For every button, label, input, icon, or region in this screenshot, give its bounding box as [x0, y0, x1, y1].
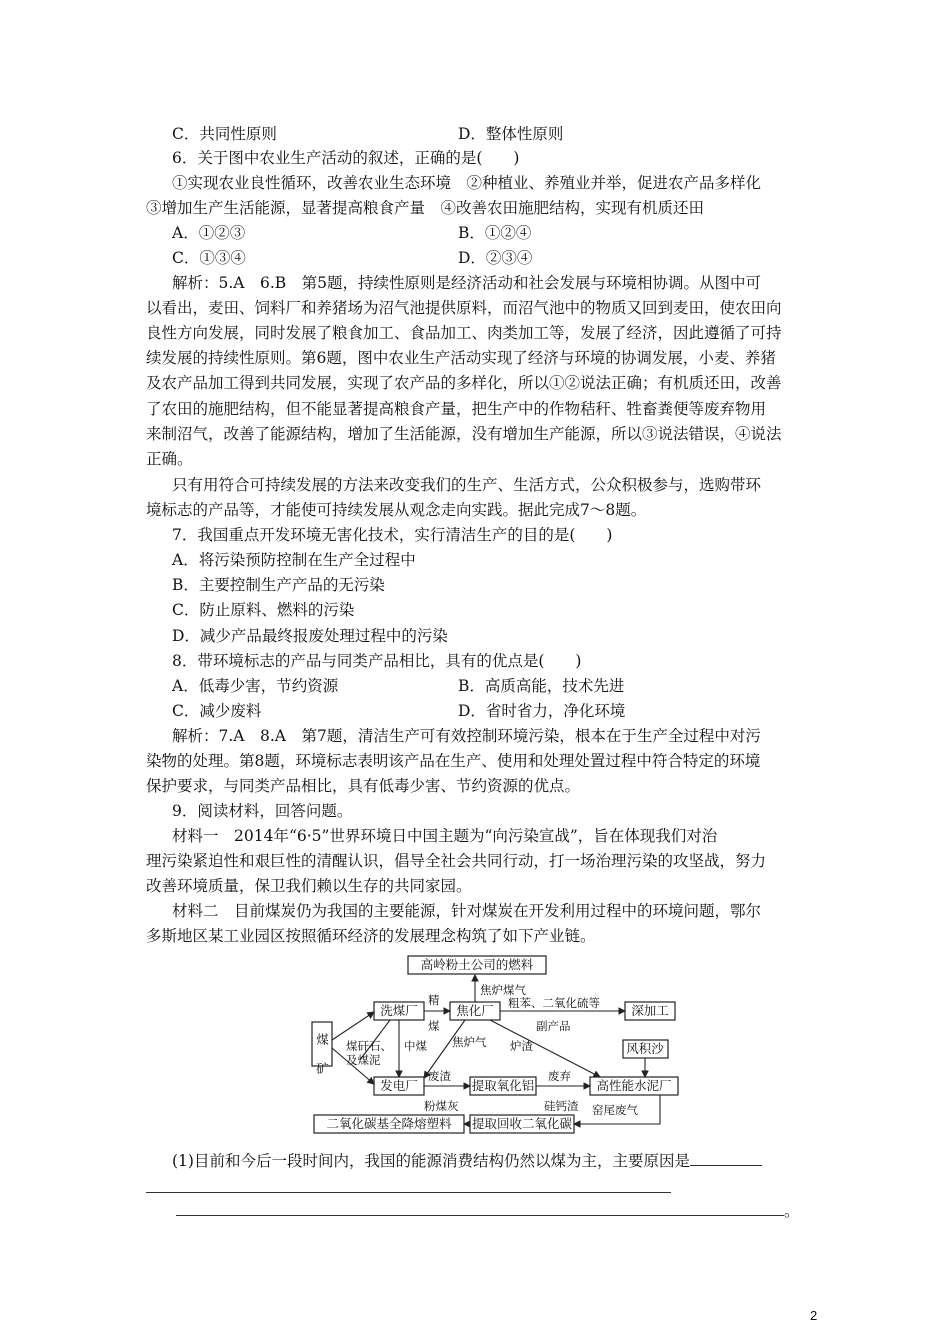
question-9-1: (1)目前和今后一段时间内，我国的能源消费结构仍然以煤为主，主要原因是 [172, 1151, 762, 1171]
q6-option-b: B．①②④ [458, 224, 532, 242]
q6-option-a: A．①②③ [172, 224, 246, 242]
analysis-5-6-line-3: 良性方向发展，同时发展了粮食加工、食品加工、肉类加工等，发展了经济，因此遵循了可持 [146, 324, 782, 342]
analysis-5-6-line-5: 及农产品加工得到共同发展，实现了农产品的多样化，所以①②说法正确；有机质还田，改善 [146, 374, 782, 392]
q8-option-a: A．低毒少害，节约资源 [172, 677, 339, 695]
label-coal-gangue: 煤矸石、 [346, 1039, 392, 1053]
answer-blank-1[interactable] [690, 1151, 762, 1166]
box-wind-sand-label: 风积沙 [626, 1041, 664, 1056]
answer-line-3[interactable]: 。 [176, 1201, 800, 1221]
label-coal-slime: 及煤泥 [346, 1053, 381, 1067]
box-coking-plant-label: 焦化厂 [456, 1003, 494, 1018]
analysis-7-8-line-3: 保护要求，与同类产品相比，具有低毒少害、节约资源的优点。 [146, 777, 581, 795]
question-8: 8．带环境标志的产品与同类产品相比，具有的优点是( ) [172, 652, 582, 670]
q6-option-d: D．②③④ [458, 249, 533, 267]
analysis-7-8-line-2: 染物的处理。第8题，环境标志表明该产品在生产、使用和处理处置过程中符合特定的环境 [146, 752, 761, 770]
question-7: 7．我国重点开发环境无害化技术，实行清洁生产的目的是( ) [172, 526, 613, 544]
q7-option-b: B．主要控制生产产品的无污染 [172, 576, 385, 594]
analysis-5-6-line-8: 正确。 [146, 450, 193, 468]
analysis-5-6-line-4: 续发展的持续性原则。第6题，图中农业生产活动实现了经济与环境的协调发展，小麦、养猪 [146, 349, 776, 367]
q7-option-d: D．减少产品最终报废处理过程中的污染 [172, 627, 448, 645]
arrow-mine-to-washing [332, 1012, 374, 1040]
label-byproduct: 副产品 [536, 1019, 571, 1033]
box-deep-processing-label: 深加工 [631, 1003, 669, 1018]
material-1-line-1: 材料一 2014年“6·5”世界环境日中国主题为“向污染宣战”，旨在体现我们对治 [172, 827, 718, 845]
analysis-5-6-line-2: 以看出，麦田、饲料厂和养猪场为沼气池提供原料，而沼气池中的物质又回到麦田，使农田向 [146, 299, 782, 317]
label-calcium-silicate: 硅钙渣 [544, 1099, 579, 1113]
q8-option-b: B．高质高能，技术先进 [458, 677, 625, 695]
industrial-chain-diagram [300, 950, 720, 1150]
option-c-principle: C．共同性原则 [172, 125, 277, 143]
question-9: 9．阅读材料，回答问题。 [172, 802, 353, 820]
label-crude-benzene: 粗苯、二氧化硫等 [508, 996, 600, 1010]
question-6: 6．关于图中农业生产活动的叙述，正确的是( ) [172, 149, 520, 167]
label-waste-slag: 废渣 [428, 1069, 451, 1083]
q8-option-c: C．减少废料 [172, 702, 262, 720]
box-power-plant-label: 发电厂 [380, 1078, 418, 1093]
analysis-7-8-line-1: 解析：7.A 8.A 第7题，清洁生产可有效控制环境污染，根本在于生产全过程中对污 [172, 727, 761, 745]
box-extract-alumina-label: 提取氧化铝 [471, 1078, 535, 1093]
material-2-line-1: 材料二 目前煤炭仍为我国的主要能源，针对煤炭在开发利用过程中的环境问题，鄂尔 [172, 902, 762, 920]
box-coal-mine-label: 煤矿 [314, 1032, 330, 1074]
label-mei: 煤 [428, 1019, 440, 1033]
intro-7-8-line-2: 境标志的产品等，才能使可持续发展从观念走向实践。据此完成7～8题。 [146, 501, 647, 519]
q8-option-d: D．省时省力，净化环境 [458, 702, 626, 720]
q6-statement-line-2: ③增加生产生活能源，显著提高粮食产量 ④改善农田施肥结构，实现有机质还田 [146, 199, 705, 217]
label-slag: 炉渣 [510, 1039, 533, 1053]
analysis-5-6-line-1: 解析：5.A 6.B 第5题，持续性原则是经济活动和社会发展与环境相协调。从图中可 [172, 274, 762, 292]
material-1-line-2: 理污染紧迫性和艰巨性的清醒认识，倡导全社会共同行动，打一场治理污染的攻坚战，努力 [146, 852, 767, 870]
q7-option-c: C．防止原料、燃料的污染 [172, 601, 355, 619]
box-coal-washing-label: 洗煤厂 [380, 1003, 418, 1018]
label-jing: 精 [428, 993, 440, 1007]
label-kiln-gas: 窑尾废气 [592, 1103, 638, 1117]
q6-option-c: C．①③④ [172, 249, 246, 267]
material-1-line-3: 改善环境质量，保卫我们赖以生存的共同家园。 [146, 877, 472, 895]
intro-7-8-line-1: 只有用符合可持续发展的方法来改变我们的生产、生活方式，公众积极参与，选购带环 [172, 476, 762, 494]
label-middling-coal: 中煤 [404, 1039, 427, 1053]
label-fly-ash: 粉煤灰 [424, 1099, 459, 1113]
label-coke-oven-gas: 焦炉煤气 [480, 983, 526, 997]
box-gaoling-fuel-label: 高岭粉土公司的燃料 [420, 957, 534, 972]
box-cement-plant-label: 高性能水泥厂 [596, 1078, 672, 1093]
page-number: 2 [810, 1308, 818, 1323]
label-coke-gas: 焦炉气 [452, 1035, 487, 1049]
answer-line-2[interactable] [146, 1178, 671, 1198]
option-d-principle: D．整体性原则 [458, 125, 564, 143]
analysis-5-6-line-7: 来制沼气，改善了能源结构，增加了生活能源，没有增加生产能源，所以③说法错误，④说法 [146, 425, 782, 443]
analysis-5-6-line-6: 了农田的施肥结构，但不能显著提高粮食产量，把生产中的作物秸秆、牲畜粪便等废弃物用 [146, 400, 767, 418]
q6-statement-line-1: ①实现农业良性循环，改善农业生态环境 ②种植业、养殖业并举，促进农产品多样化 [172, 174, 762, 192]
box-co2-recovery-label: 提取回收二氧化碳 [471, 1116, 573, 1131]
material-2-line-2: 多斯地区某工业园区按照循环经济的发展理念构筑了如下产业链。 [146, 927, 596, 945]
box-co2-plastic-label: 二氧化碳基全降熔塑料 [326, 1116, 452, 1131]
q7-option-a: A．将污染预防控制在生产全过程中 [172, 551, 416, 569]
label-discarded: 废弃 [548, 1069, 571, 1083]
